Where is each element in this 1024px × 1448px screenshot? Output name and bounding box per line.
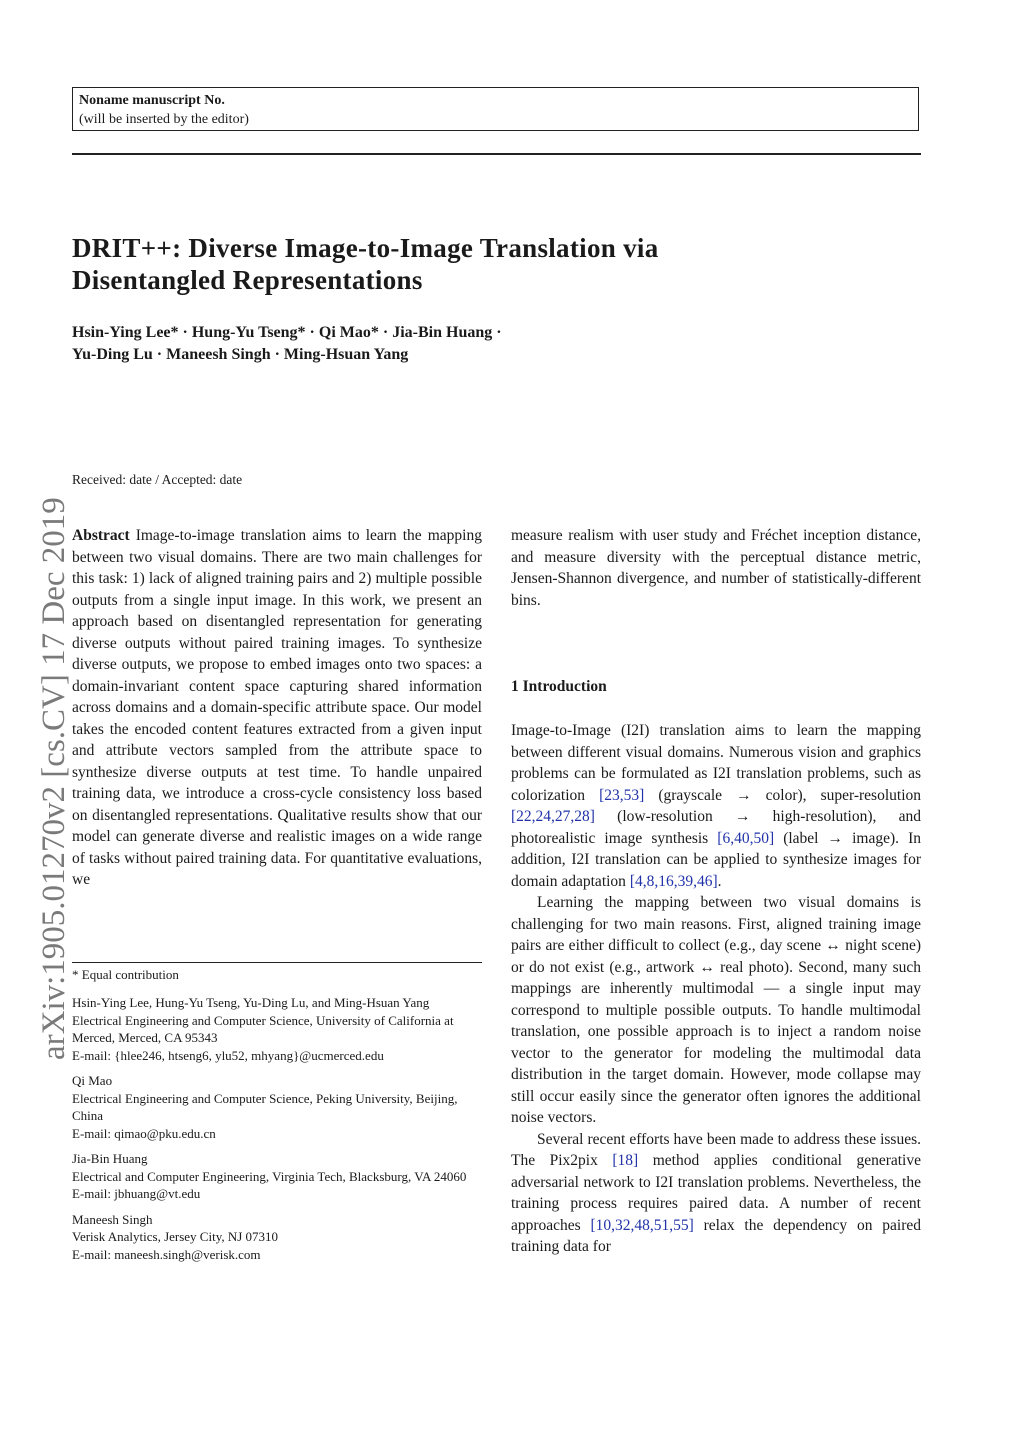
header-rule — [72, 153, 921, 155]
affiliation-block: Qi Mao Electrical Engineering and Computer Science, Peking University, Beijing, China E-mail: qimao@pku.edu.cn — [72, 1073, 458, 1141]
citation-link[interactable]: [10,32,48,51,55] — [590, 1216, 694, 1234]
editor-note: (will be inserted by the editor) — [79, 112, 249, 127]
affiliations — [72, 994, 482, 1271]
affiliation-block: Maneesh Singh Verisk Analytics, Jersey City, NJ 07310 E-mail: maneesh.singh@verisk.com — [72, 1211, 279, 1262]
affiliation-block: Jia-Bin Huang Electrical and Computer Engineering, Virginia Tech, Blacksburg, VA 24060 E-mail: jbhuang@vt.edu — [72, 1151, 467, 1201]
intro-paragraph-1: Image-to-Image (I2I) translation aims to learn the mapping between different visual domains. Numerous vision and graphics problems can be formulated as I2I translation problems, such as colorization [23,53] (grayscale → color), super-resolution [22,24,27,28] (low-resolution → high-resolution), and photorealistic image synthesis [6,40,50] (label → image). In addition, I2I translation can be applied to synthesize images for domain adaptation [4,8,16,39,46]. — [511, 722, 922, 890]
abstract-continuation: measure realism with user study and Fréchet inception distance, and measure diversity with the perceptual distance metric, Jensen-Shannon divergence, and number of statistically-different bins. — [511, 527, 921, 609]
manuscript-label: Noname manuscript No. — [79, 93, 225, 108]
citation-link[interactable]: [18] — [612, 1152, 639, 1169]
intro-paragraph-2: Learning the mapping between two visual domains is challenging for two main reasons. First, aligned training image pairs are either difficult to collect (e.g., day scene ↔ night scene) or do not exist (e.g., artwork ↔ real photo). Second, many such mappings are inherently multimodal — a single input may correspond to multiple possible outputs. To handle multimodal translation, one possible approach is to inject a random noise vector to the generator for modeling the multimodal data distribution in the target domain. However, mode collapse may still occur easily since the generator often ignores the additional noise vectors. — [511, 894, 921, 1126]
affiliation-block: Hsin-Ying Lee, Hung-Yu Tseng, Yu-Ding Lu, and Ming-Hsuan Yang Electrical Engineering and Computer Science, University of California at Merced, Merced, CA 95343 E-mail: {hlee246, htseng6, ylu52, mhyang}@ucmerced.edu — [72, 995, 454, 1063]
intro-paragraph-3: Several recent efforts have been made to address these issues. The Pix2pix [18] method applies conditional generative adversarial network to I2I translation problems. Nevertheless, the training process requires paired data. A number of recent approaches [10,32,48,51,55] relax the dependency on paired training data for — [511, 1130, 921, 1255]
received-date: Received: date / Accepted: date — [72, 472, 243, 487]
abstract-text: Image-to-image translation aims to learn the mapping between two visual domains. There are two main challenges for this task: 1) lack of aligned training pairs and 2) multiple possible outputs from a single input image. In this work, we present an approach based on disentangled representation for generating diverse outputs without paired training images. To synthesize diverse outputs, we propose to embed images onto two spaces: a domain-invariant content space capturing shared information across domains and a domain-specific attribute space. Our model takes the encoded content features extracted from a given input and attribute vectors sampled from the attribute space to synthesize diverse outputs at test time. To handle unpaired training data, we introduce a cross-cycle consistency loss based on disentangled representations. Qualitative results show that our model can generate diverse and realistic images on a wide range of tasks without paired training data. For quantitative evaluations, we — [72, 527, 482, 888]
paper-title: DRIT++: Diverse Image-to-Image Translation via Disentangled Representations — [72, 233, 659, 295]
abstract-label: Abstract — [72, 527, 130, 544]
introduction-body — [511, 720, 921, 1258]
author-list: Hsin-Ying Lee* · Hung-Yu Tseng* · Qi Mao* · Jia-Bin Huang · Yu-Ding Lu · Maneesh Singh · Ming-Hsuan Yang — [72, 324, 502, 363]
section-heading: 1 Introduction — [511, 678, 607, 695]
abstract — [72, 525, 482, 891]
footnote-rule — [72, 962, 482, 963]
citation-link[interactable]: [23,53] — [599, 786, 645, 804]
arxiv-stamp: arXiv:1905.01270v2 [cs.CV] 17 Dec 2019 — [36, 497, 72, 1060]
equal-contribution-note: * Equal contribution — [72, 967, 179, 982]
citation-link[interactable]: [4,8,16,39,46] — [629, 872, 718, 890]
citation-link[interactable]: [6,40,50] — [717, 829, 775, 847]
citation-link[interactable]: [22,24,27,28] — [511, 808, 595, 825]
manuscript-box — [72, 87, 919, 131]
